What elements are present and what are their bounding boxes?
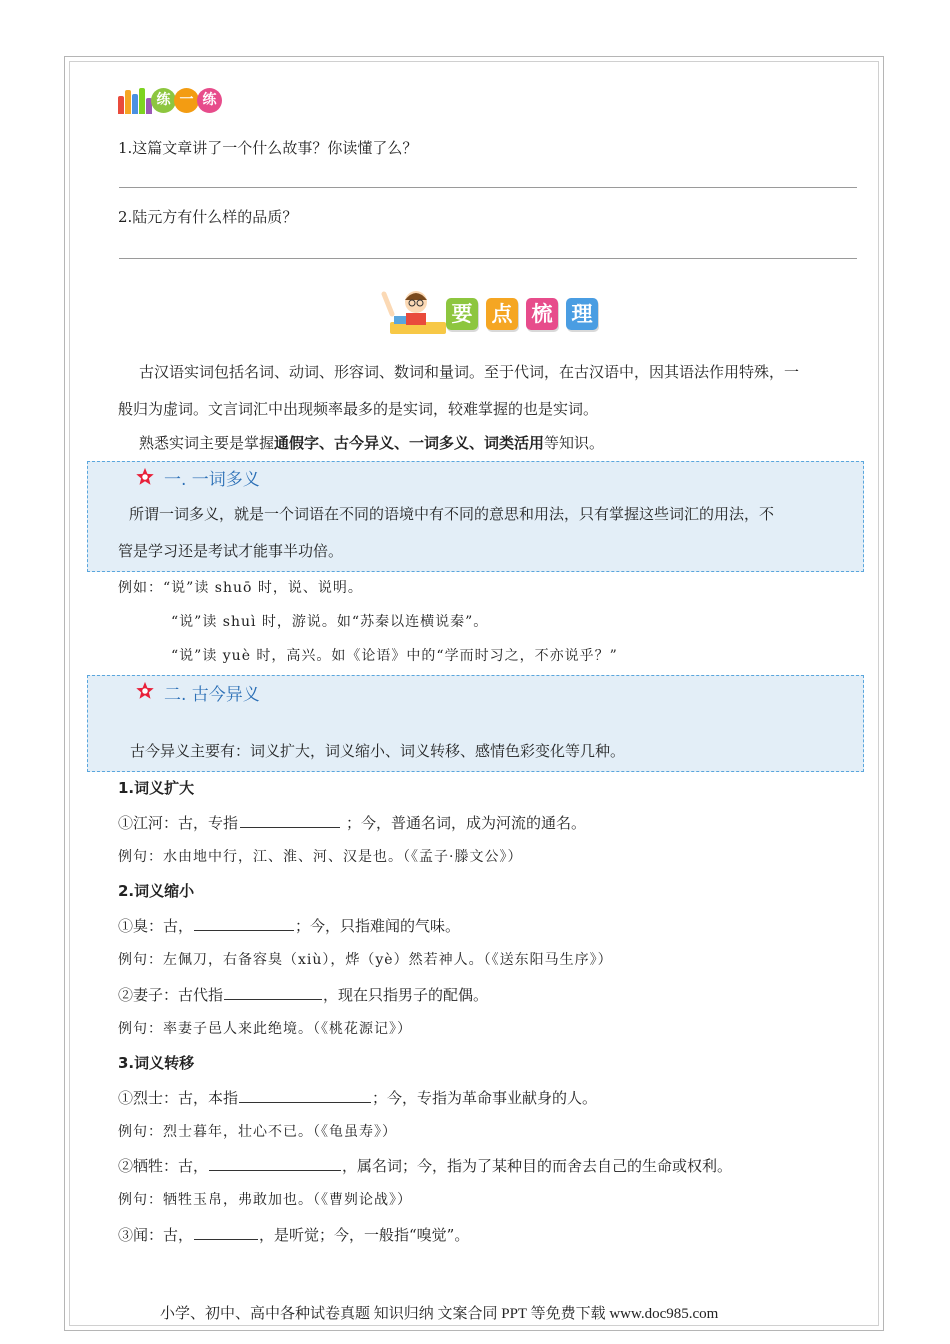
question-2: 2.陆元方有什么样的品质？	[118, 208, 298, 226]
shift-item-1-a: ①烈士：古，本指	[118, 1089, 239, 1107]
sub-head-expansion: 1.词义扩大	[118, 779, 195, 797]
intro-bold-topics: 通假字、古今异义、一词多义、词类活用	[274, 434, 545, 452]
star-icon	[134, 680, 156, 702]
narrowing-example-1: 例句：左佩刀，右备容臭（xiù），烨（yè）然若神人。（《送东阳马生序》）	[118, 952, 613, 968]
shift-example-1: 例句：烈士暮年，壮心不已。（《龟虽寿》）	[118, 1124, 397, 1140]
narrowing-item-1-b: ；今，只指难闻的气味。	[295, 917, 461, 935]
keypoints-char-1: 要	[446, 298, 478, 330]
intro-prefix: 熟悉实词主要是掌握	[139, 434, 275, 452]
fill-blank[interactable]	[240, 813, 340, 828]
shift-item-2-a: ②牺牲：古，	[118, 1157, 209, 1175]
keypoints-char-3: 梳	[526, 298, 558, 330]
sub-head-shift: 3.词义转移	[118, 1054, 195, 1072]
intro-line-2: 般归为虚词。文言词汇中出现频率最多的是实词，较难掌握的也是实词。	[118, 400, 599, 418]
fill-blank[interactable]	[194, 916, 294, 931]
section-ancient-modern-box	[87, 675, 864, 772]
fill-blank[interactable]	[194, 1225, 258, 1240]
section-ancient-modern-title: 二. 古今异义	[164, 685, 260, 705]
badge-char-1: 练	[151, 88, 176, 113]
practice-badge	[118, 82, 228, 116]
section-polysemy-box	[87, 461, 864, 572]
shift-item-2-b: ，属名词；今，指为了某种目的而舍去自己的生命或权利。	[342, 1157, 733, 1175]
section-polysemy-title: 一. 一词多义	[164, 470, 260, 490]
narrowing-item-2-b: ，现在只指男子的配偶。	[323, 986, 489, 1004]
shift-item-1-b: ；今，专指为革命事业献身的人。	[372, 1089, 598, 1107]
keypoints-title	[380, 284, 610, 340]
shift-item-3	[118, 1224, 469, 1245]
student-icon	[380, 284, 450, 340]
fill-blank[interactable]	[209, 1156, 341, 1171]
expansion-item-1	[118, 812, 586, 833]
narrowing-item-1-a: ①臭：古，	[118, 917, 194, 935]
narrowing-item-2-a: ②妻子：古代指	[118, 986, 224, 1004]
polysemy-example-2: “说”读 shuì 时，游说。如“苏秦以连横说秦”。	[171, 614, 489, 630]
intro-suffix: 等知识。	[544, 434, 605, 452]
question-1: 1.这篇文章讲了一个什么故事？你读懂了么？	[118, 139, 418, 157]
badge-char-3: 练	[197, 88, 222, 113]
shift-item-1	[118, 1087, 597, 1108]
answer-line-1[interactable]	[119, 187, 857, 188]
section-ancient-modern-line: 古今异义主要有：词义扩大，词义缩小、词义转移、感情色彩变化等几种。	[130, 742, 626, 760]
pencils-icon	[118, 88, 152, 114]
intro-line-3	[139, 432, 604, 453]
section-polysemy-line-2: 管是学习还是考试才能事半功倍。	[118, 542, 344, 560]
shift-item-2	[118, 1155, 732, 1176]
sub-head-narrowing: 2.词义缩小	[118, 882, 195, 900]
shift-item-3-a: ③闻：古，	[118, 1226, 194, 1244]
answer-line-2[interactable]	[119, 258, 857, 259]
narrowing-example-2: 例句：率妻子邑人来此绝境。（《桃花源记》）	[118, 1021, 412, 1037]
expansion-item-1-a: ①江河：古，专指	[118, 814, 239, 832]
keypoints-char-4: 理	[566, 298, 598, 330]
shift-item-3-b: ，是听觉；今，一般指“嗅觉”。	[259, 1226, 470, 1244]
intro-line-1: 古汉语实词包括名词、动词、形容词、数词和量词。至于代词，在古汉语中，因其语法作用特殊，一	[139, 363, 800, 381]
expansion-example: 例句：水由地中行，江、淮、河、汉是也。（《孟子·滕文公》）	[118, 849, 523, 865]
fill-blank[interactable]	[239, 1088, 371, 1103]
narrowing-item-1	[118, 915, 460, 936]
star-icon	[134, 466, 156, 488]
expansion-item-1-b: ；今，普通名词，成为河流的通名。	[346, 814, 587, 832]
badge-char-2: 一	[174, 88, 199, 113]
fill-blank[interactable]	[224, 985, 322, 1000]
shift-example-2: 例句：牺牲玉帛，弗敢加也。（《曹刿论战》）	[118, 1192, 412, 1208]
polysemy-example-1: 例如：“说”读 shuō 时，说、说明。	[118, 580, 363, 596]
keypoints-char-2: 点	[486, 298, 518, 330]
narrowing-item-2	[118, 984, 488, 1005]
polysemy-example-3: “说”读 yuè 时，高兴。如《论语》中的“学而时习之，不亦说乎？”	[171, 648, 618, 664]
page-footer: 小学、初中、高中各种试卷真题 知识归纳 文案合同 PPT 等免费下载 www.doc985.com	[160, 1306, 719, 1322]
section-polysemy-line-1: 所谓一词多义，就是一个词语在不同的语境中有不同的意思和用法，只有掌握这些词汇的用法，不	[129, 505, 775, 523]
